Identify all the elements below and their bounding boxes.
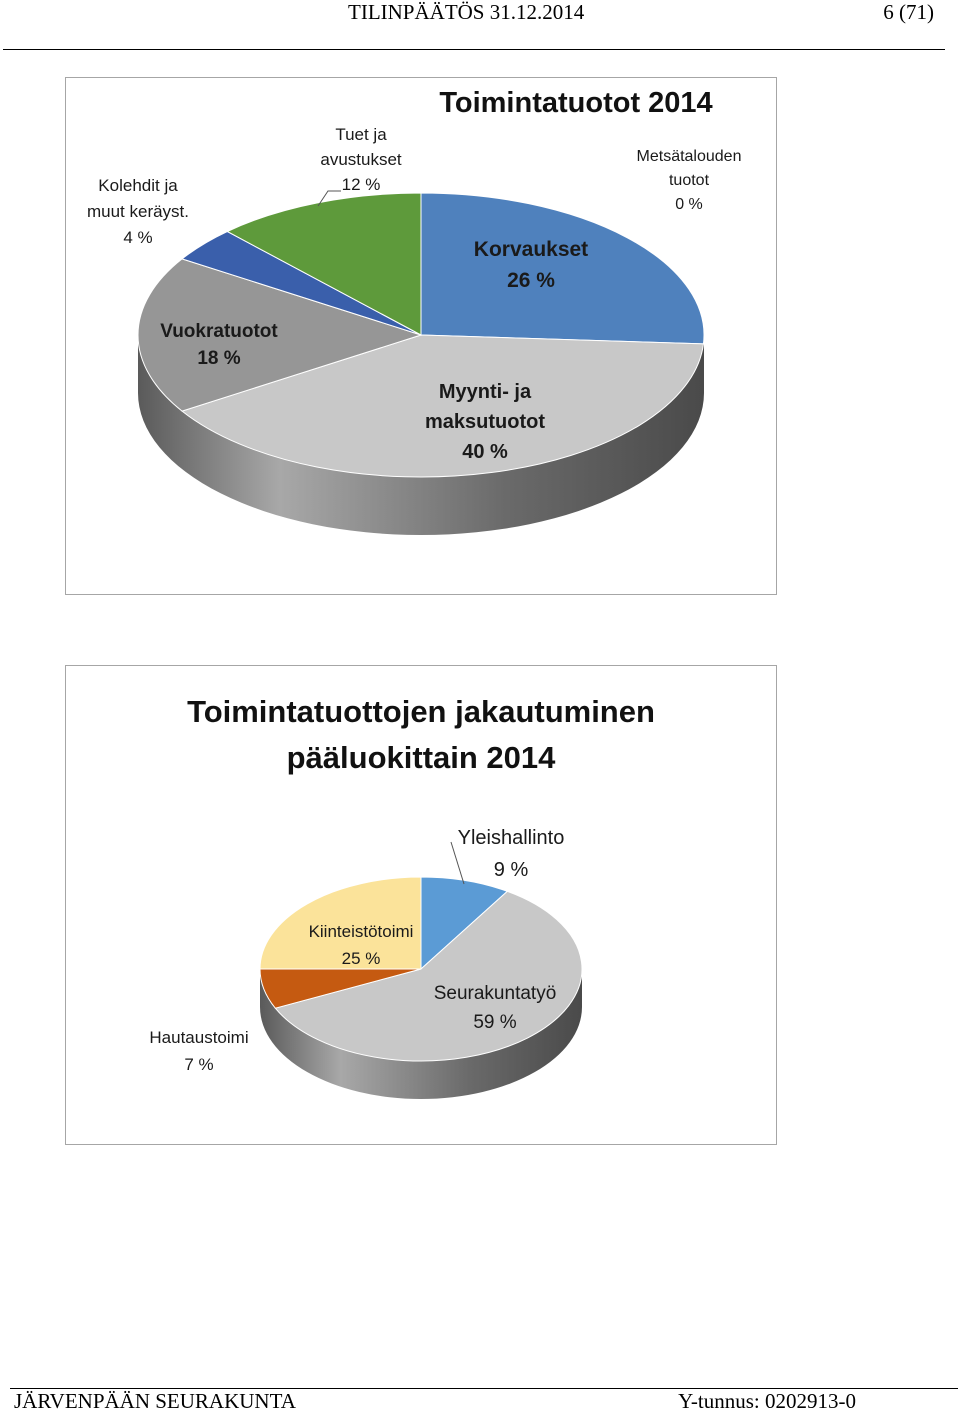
chart-toimintatuotot-svg <box>66 78 776 594</box>
chart-toimintatuotot <box>65 77 777 595</box>
footer-business-id: Y-tunnus: 0202913-0 <box>678 1389 856 1413</box>
header-rule <box>3 49 945 50</box>
data-label-metsatalouden-tuotot: Metsätalouden tuotot 0 % <box>636 148 742 213</box>
chart-title-line-1: Toimintatuottojen jakautuminen <box>187 694 655 729</box>
data-label-vuokratuotot: Vuokratuotot 18 % <box>160 321 278 369</box>
footer-organization: JÄRVENPÄÄN SEURAKUNTA <box>14 1389 296 1413</box>
chart-title-line-2: pääluokittain 2014 <box>286 740 556 775</box>
document-title: TILINPÄÄTÖS 31.12.2014 <box>348 0 585 24</box>
data-label-kiinteistotoimi: Kiinteistötoimi 25 % <box>308 922 414 968</box>
data-label-tuet-ja-avustukset: Tuet ja avustukset 12 % <box>320 125 402 194</box>
data-label-myynti-ja-maksutuotot: Myynti- ja maksutuotot 40 % <box>425 381 545 463</box>
chart-title: Toimintatuotot 2014 <box>439 87 713 119</box>
data-label-yleishallinto: Yleishallinto 9 % <box>457 827 565 881</box>
data-label-korvaukset: Korvaukset 26 % <box>473 238 589 292</box>
data-label-kolehdit-ja-muut-kerayst: Kolehdit ja muut keräyst. 4 % <box>86 176 190 247</box>
pie-slice-korvaukset <box>421 193 704 344</box>
data-label-seurakuntatyo: Seurakuntatyö 59 % <box>433 983 557 1033</box>
chart-paaluokittain-svg <box>66 666 776 1144</box>
chart-paaluokittain <box>65 665 777 1145</box>
data-label-hautaustoimi: Hautaustoimi 7 % <box>149 1028 249 1074</box>
page-number: 6 (71) <box>883 0 934 24</box>
